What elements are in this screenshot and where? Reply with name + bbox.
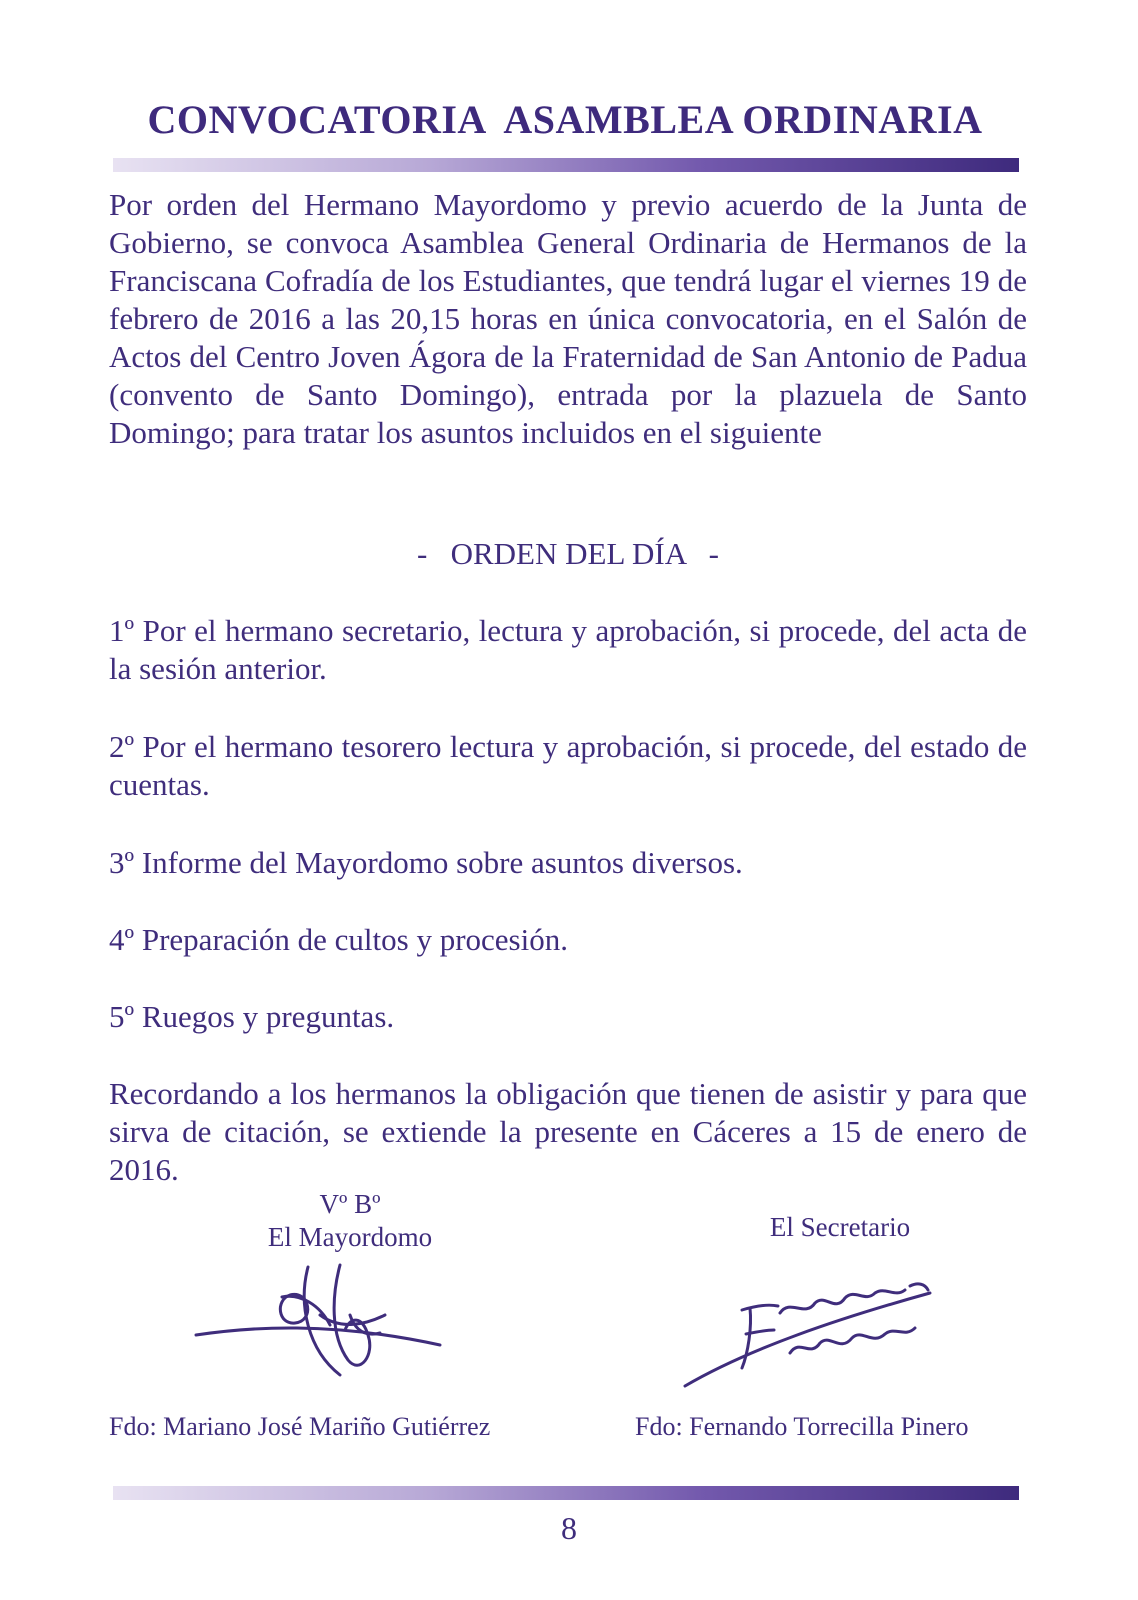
mayordomo-signature-icon xyxy=(190,1255,460,1395)
title-divider xyxy=(113,158,1019,172)
vobo-label: Vº Bº xyxy=(319,1189,381,1219)
agenda-item-4: 4º Preparación de cultos y procesión. xyxy=(109,922,568,957)
mayordomo-role: El Mayordomo xyxy=(267,1222,433,1252)
agenda-item-2: 2º Por el hermano tesorero lectura y aprobación, si procede, del estado de cuentas. xyxy=(109,729,1027,802)
agenda-item-1: 1º Por el hermano secretario, lectura y aprobación, si procede, del acta de la sesión anterior. xyxy=(109,613,1027,686)
secretario-signature-icon xyxy=(680,1268,950,1398)
mayordomo-signed-by: Fdo: Mariano José Mariño Gutiérrez xyxy=(109,1412,491,1441)
mayordomo-signature-block xyxy=(200,1188,500,1254)
page-number: 8 xyxy=(561,1510,577,1546)
agenda-heading: - ORDEN DEL DÍA - xyxy=(417,536,719,571)
secretario-signature-block xyxy=(690,1211,990,1244)
secretario-role: El Secretario xyxy=(769,1212,911,1242)
footer-divider xyxy=(113,1486,1019,1500)
agenda-item-3: 3º Informe del Mayordomo sobre asuntos diversos. xyxy=(109,845,743,880)
page-title: CONVOCATORIA ASAMBLEA ORDINARIA xyxy=(147,97,983,142)
intro-paragraph: Por orden del Hermano Mayordomo y previo acuerdo de la Junta de Gobierno, se convoca Asamblea General Ordinaria de Hermanos de la Franciscana Cofradía de los Estudiantes, que tendrá lugar el viernes 19 de febrero de 2016 a las 20,15 horas en única convocatoria, en el Salón de Actos del Centro Joven Ágora de la Fraternidad de San Antonio de Padua (convento de Santo Domingo), entrada por la plazuela de Santo Domingo; para tratar los asuntos incluidos en el siguiente xyxy=(109,187,1027,450)
secretario-signed-by: Fdo: Fernando Torrecilla Pinero xyxy=(635,1412,969,1441)
closing-paragraph: Recordando a los hermanos la obligación que tienen de asistir y para que sirva de citación, se extiende la presente en Cáceres a 15 de enero de 2016. xyxy=(109,1076,1027,1187)
agenda-item-5: 5º Ruegos y preguntas. xyxy=(109,999,395,1034)
